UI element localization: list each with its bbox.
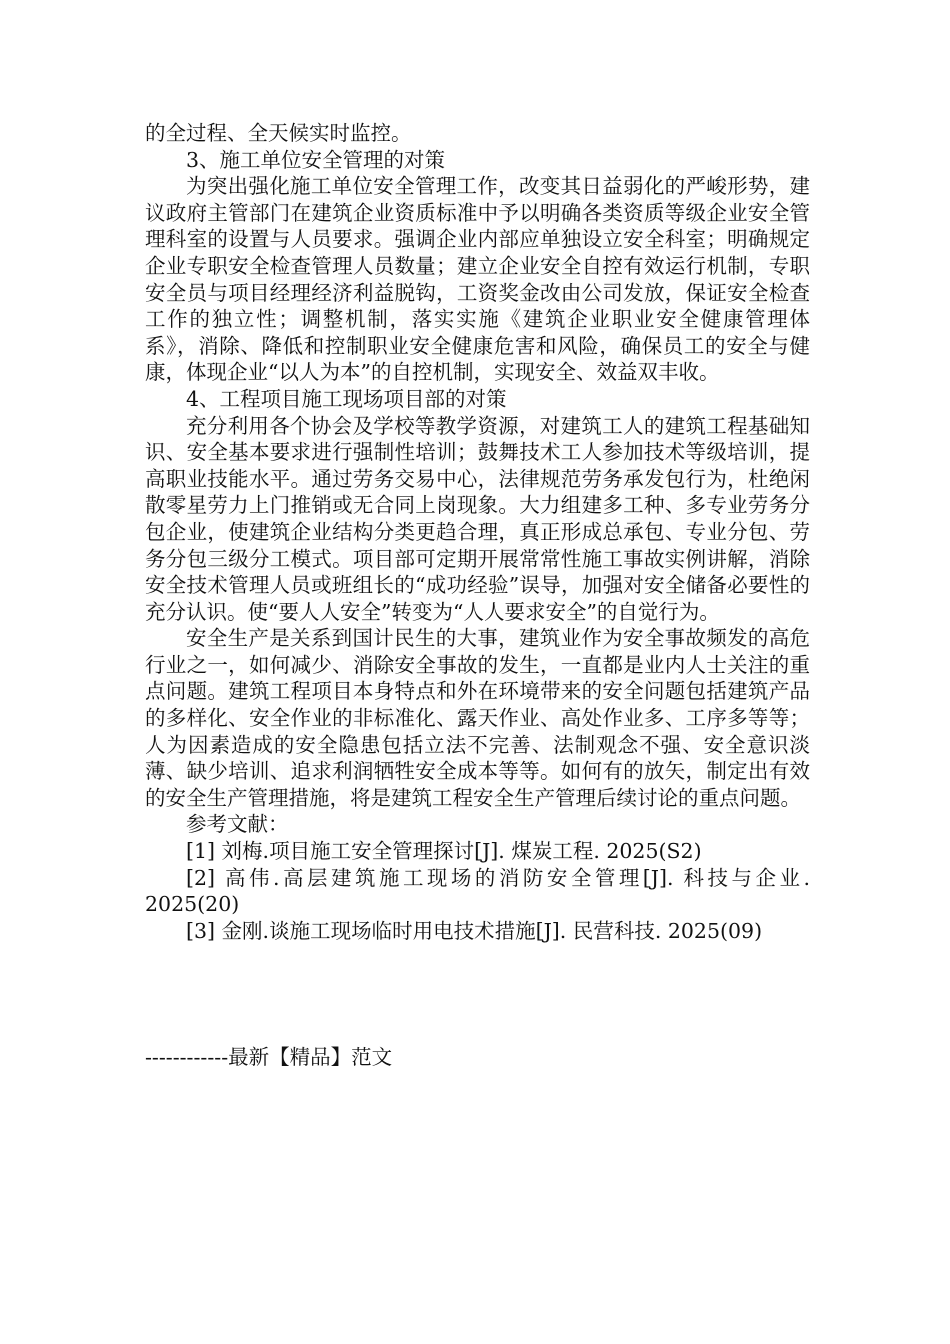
paragraph-continuation: 的全过程、全天候实时监控。 [145, 121, 412, 145]
reference-item-3: [3] 金刚.谈施工现场临时用电技术措施[J]. 民营科技. 2025(09) [186, 918, 763, 943]
document-body [145, 120, 810, 944]
reference-item-1: [1] 刘梅.项目施工安全管理探讨[J]. 煤炭工程. 2025(S2) [186, 839, 702, 864]
section-heading-4: 4、工程项目施工现场项目部的对策 [186, 386, 507, 411]
section-heading-3: 3、施工单位安全管理的对策 [186, 147, 446, 172]
paragraph-section-3: 为突出强化施工单位安全管理工作，改变其日益弱化的严峻形势，建议政府主管部门在建筑企业资质标准中予以明确各类资质等级企业安全管理科室的设置与人员要求。强调企业内部应单独设立安全科室；明确规定企业专职安全检查管理人员数量；建立企业安全自控有效运行机制，专职安全员与项目经理经济利益脱钩，工资奖金改由公司发放，保证安全检查工作的独立性；调整机制，落实实施《建筑企业职业安全健康管理体系》，消除、降低和控制职业安全健康危害和风险，确保员工的安全与健康，体现企业“以人为本”的自控机制，实现安全、效益双丰收。 [145, 174, 810, 385]
paragraph-conclusion: 安全生产是关系到国计民生的大事，建筑业作为安全事故频发的高危行业之一，如何减少、消除安全事故的发生，一直都是业内人士关注的重点问题。建筑工程项目本身特点和外在环境带来的安全问题包括建筑产品的多样化、安全作业的非标准化、露天作业、高处作业多、工序多等等；人为因素造成的安全隐患包括立法不完善、法制观念不强、安全意识淡薄、缺少培训、追求利润牺牲安全成本等等。如何有的放矢，制定出有效的安全生产管理措施，将是建筑工程安全生产管理后续讨论的重点问题。 [145, 626, 810, 810]
paragraph-section-4: 充分利用各个协会及学校等教学资源，对建筑工人的建筑工程基础知识、安全基本要求进行强制性培训；鼓舞技术工人参加技术等级培训，提高职业技能水平。通过劳务交易中心，法律规范劳务承发包行为，杜绝闲散零星劳力上门推销或无合同上岗现象。大力组建多工种、多专业劳务分包企业，使建筑企业结构分类更趋合理，真正形成总承包、专业分包、劳务分包三级分工模式。项目部可定期开展常常性施工事故实例讲解，消除安全技术管理人员或班组长的“成功经验”误导，加强对安全储备必要性的充分认识。使“要人人安全”转变为“人人要求安全”的自觉行为。 [145, 413, 810, 624]
page-footer: ------------最新【精品】范文 [145, 1045, 393, 1069]
references-heading: 参考文献： [186, 812, 289, 837]
reference-item-2: [2] 高伟.高层建筑施工现场的消防安全管理[J]. 科技与企业. 2025(20) [145, 865, 810, 917]
